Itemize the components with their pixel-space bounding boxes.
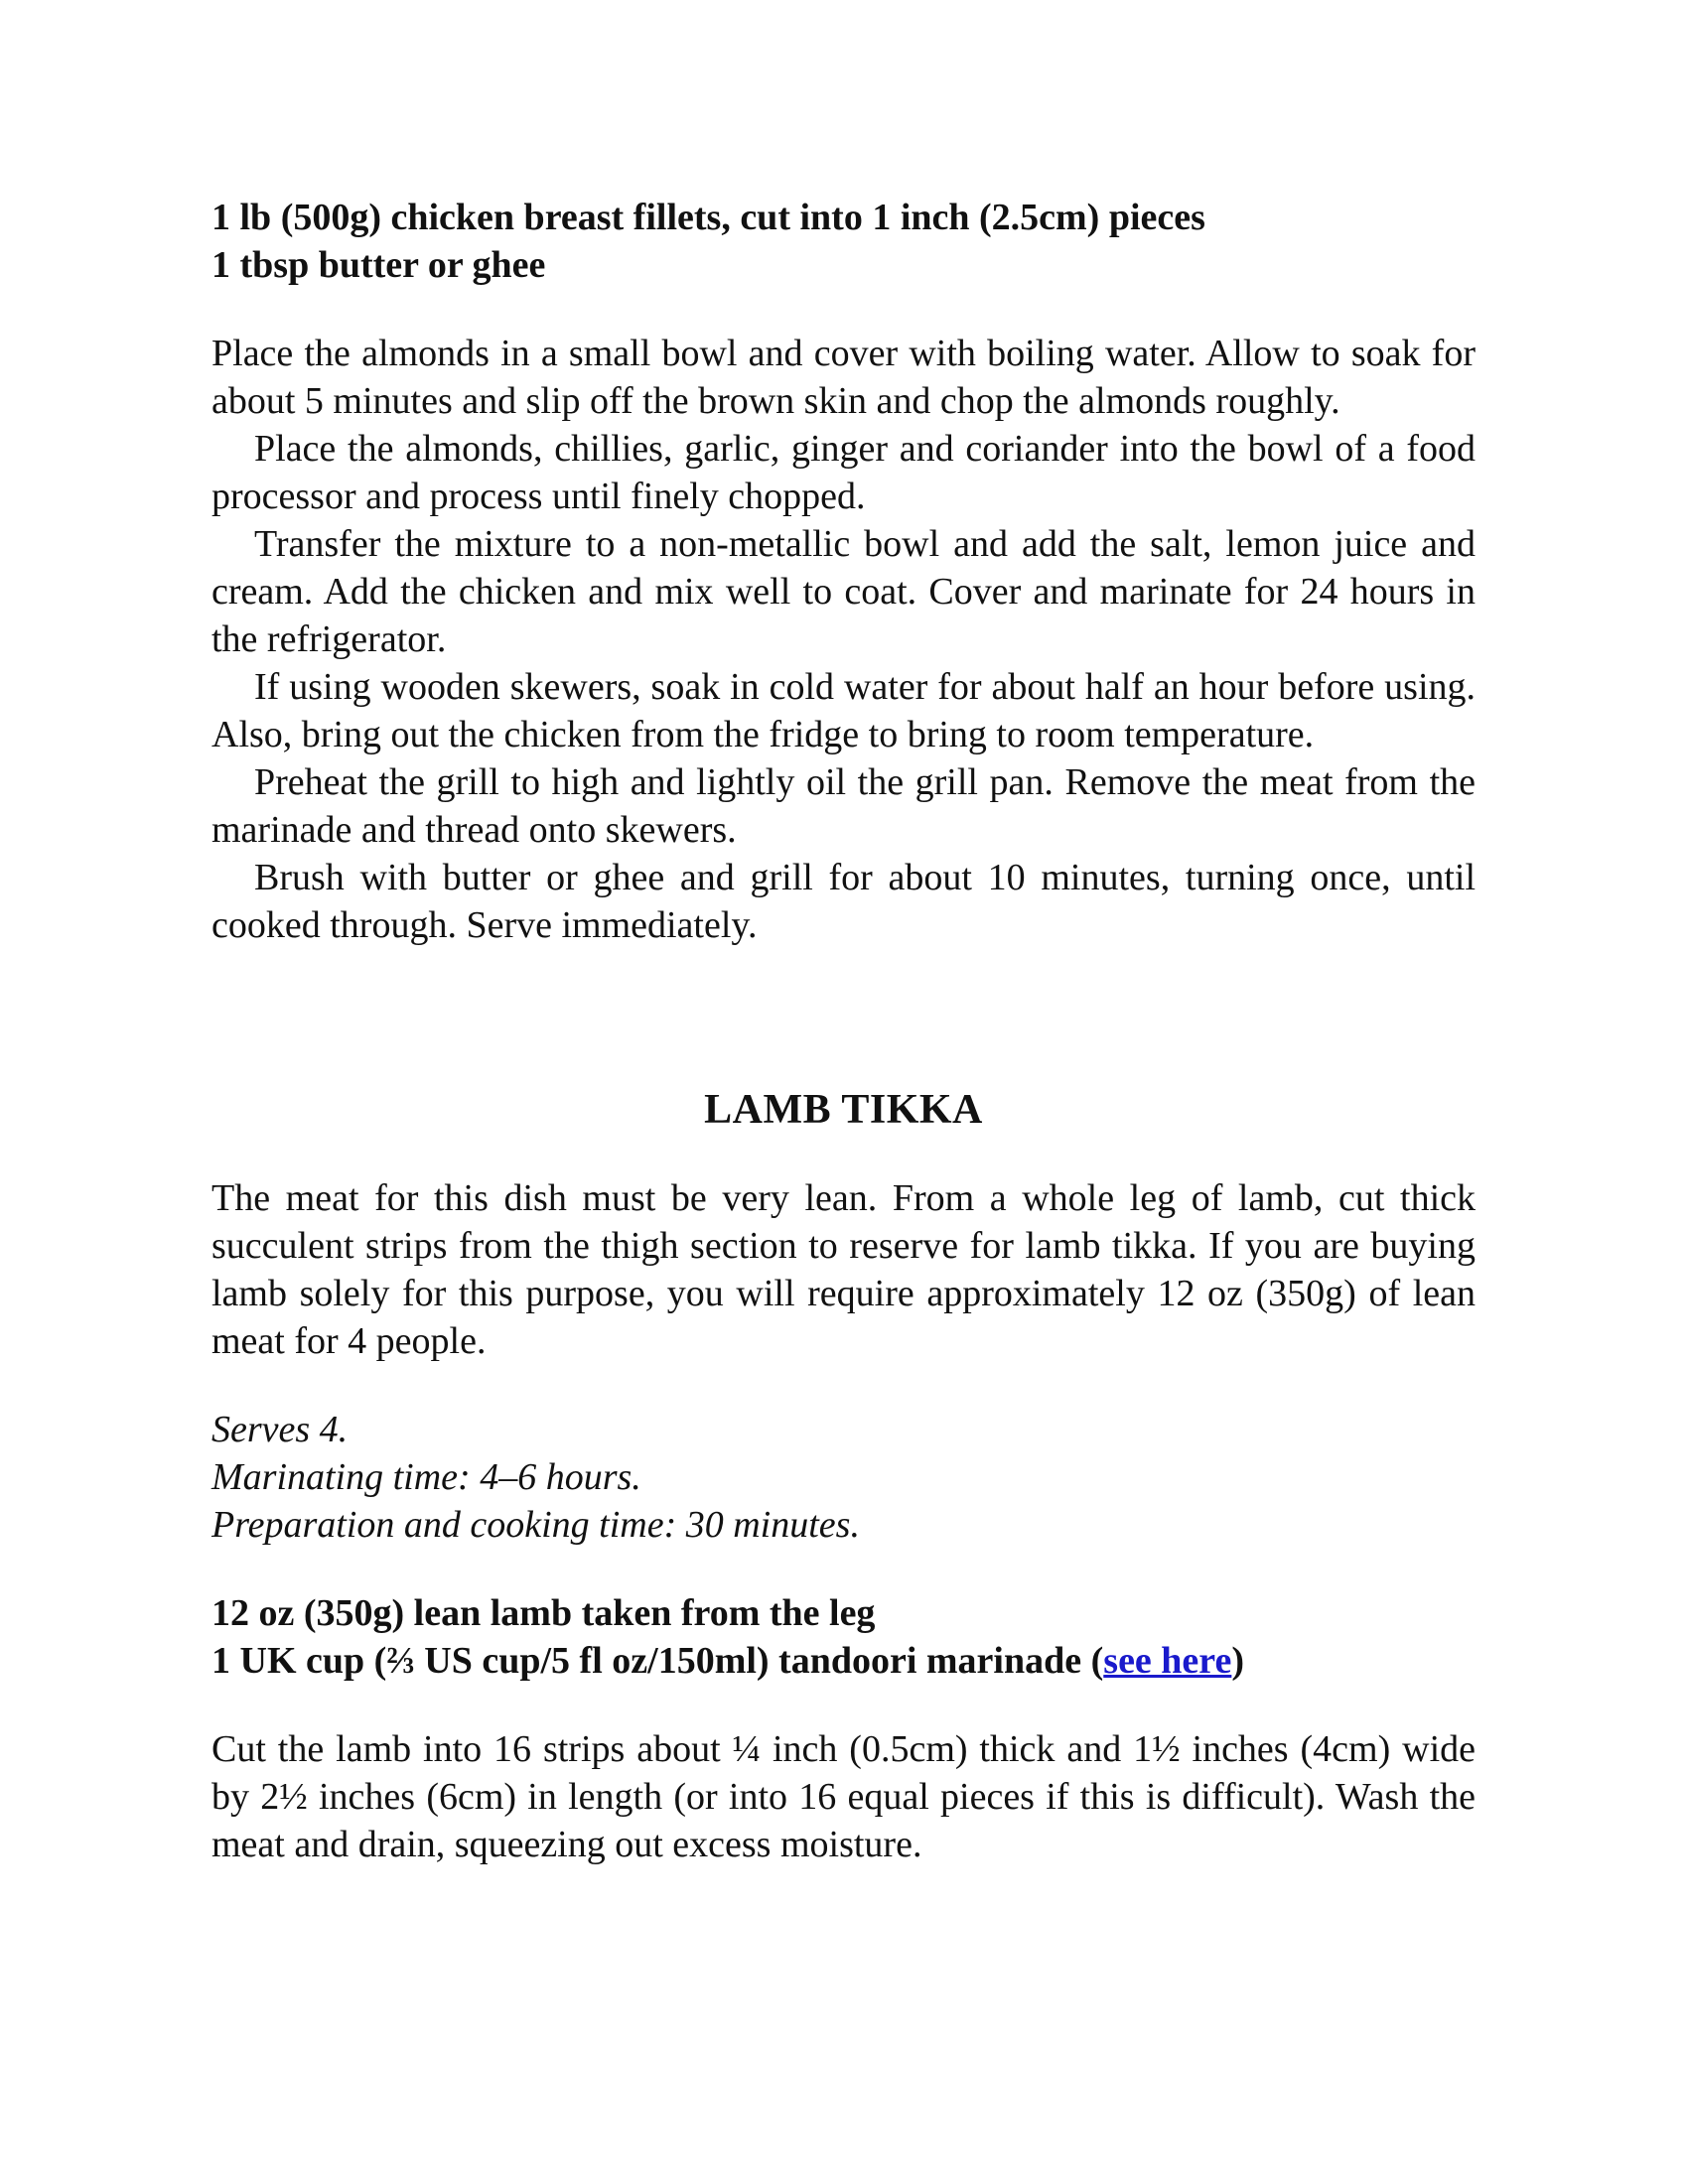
ingredients-list-top bbox=[211, 194, 1476, 289]
method-paragraph: Preheat the grill to high and lightly oil the grill pan. Remove the meat from the marinade and thread onto skewers. bbox=[211, 761, 1476, 851]
marinating-time-text: Marinating time: 4–6 hours. bbox=[211, 1456, 641, 1498]
method-paragraph: Brush with butter or ghee and grill for about 10 minutes, turning once, until cooked through. Serve immediately. bbox=[211, 857, 1476, 946]
document-page bbox=[211, 194, 1476, 1868]
method-paragraph: Place the almonds in a small bowl and cover with boiling water. Allow to soak for about 5 minutes and slip off the brown skin and chop the almonds roughly. bbox=[211, 333, 1476, 422]
see-here-link[interactable]: see here bbox=[1103, 1640, 1232, 1682]
serves-text: Serves 4. bbox=[211, 1409, 349, 1450]
method-top bbox=[211, 330, 1476, 949]
recipe-meta bbox=[211, 1406, 1476, 1549]
intro-paragraph: The meat for this dish must be very lean. From a whole leg of lamb, cut thick succulent strips from the thigh section to reserve for lamb tikka. If you are buying lamb solely for this purpose, you will require approximately 12 oz (350g) of lean meat for 4 people. bbox=[211, 1177, 1476, 1362]
method-lamb bbox=[211, 1725, 1476, 1868]
ingredients-list-lamb bbox=[211, 1589, 1476, 1685]
recipe-title: LAMB TIKKA bbox=[704, 1087, 983, 1133]
method-paragraph: Transfer the mixture to a non-metallic bowl and add the salt, lemon juice and cream. Add the chicken and mix well to coat. Cover and marinate for 24 hours in the refrigerator. bbox=[211, 523, 1476, 660]
ingredient-line: 1 lb (500g) chicken breast fillets, cut into 1 inch (2.5cm) pieces bbox=[211, 197, 1205, 238]
prep-time-text: Preparation and cooking time: 30 minutes. bbox=[211, 1504, 860, 1546]
method-paragraph: If using wooden skewers, soak in cold water for about half an hour before using. Also, bring out the chicken from the fridge to bring to room temperature. bbox=[211, 666, 1476, 755]
ingredient-text: 1 UK cup (⅔ US cup/5 fl oz/150ml) tandoori marinade ( bbox=[211, 1640, 1104, 1682]
recipe-intro bbox=[211, 1174, 1476, 1365]
method-paragraph: Cut the lamb into 16 strips about ¼ inch (0.5cm) thick and 1½ inches (4cm) wide by 2½ inches (6cm) in length (or into 16 equal pieces if this is difficult). Wash the meat and drain, squeezing out excess moisture. bbox=[211, 1728, 1476, 1865]
ingredient-line bbox=[211, 1637, 1476, 1685]
ingredient-line: 1 tbsp butter or ghee bbox=[211, 244, 546, 286]
ingredient-line: 12 oz (350g) lean lamb taken from the leg bbox=[211, 1592, 876, 1634]
method-paragraph: Place the almonds, chillies, garlic, ginger and coriander into the bowl of a food processor and process until finely chopped. bbox=[211, 428, 1476, 517]
ingredient-text-suffix: ) bbox=[1231, 1640, 1245, 1682]
